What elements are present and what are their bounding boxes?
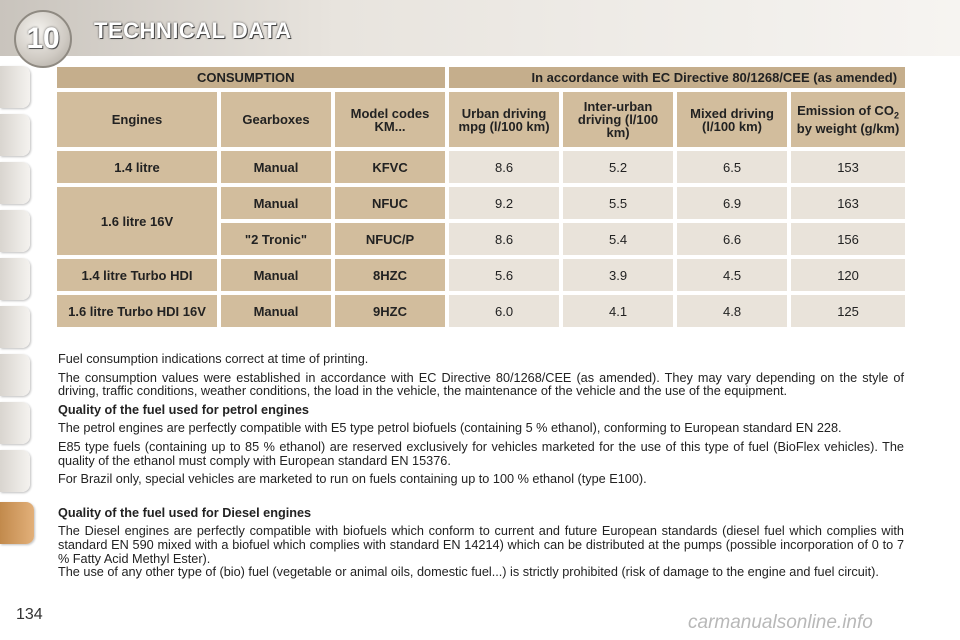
chapter-title: TECHNICAL DATA <box>94 18 292 43</box>
cell-inter-urban: 5.5 <box>563 187 673 219</box>
paragraph: E85 type fuels (containing up to 85 % ethanol) are reserved exclusively for vehicles marketed for the use of this type of fuel (BioFlex vehicles). The quality of the ethanol must comply with European standard EN 15376. <box>58 439 904 468</box>
cell-mixed: 4.5 <box>677 259 787 291</box>
chapter-tab[interactable] <box>0 306 30 348</box>
cell-urban: 5.6 <box>449 259 559 291</box>
table-title-row <box>57 67 905 88</box>
paragraph: The use of any other type of (bio) fuel (vegetable or animal oils, domestic fuel...) is strictly prohibited (risk of damage to the engine and fuel circuit). <box>58 565 879 580</box>
col-engines: Engines <box>57 92 217 147</box>
cell-code: NFUC <box>335 187 445 219</box>
cell-engine: 1.4 litre <box>57 151 217 183</box>
chapter-number-badge: 10 <box>14 10 72 68</box>
chapter-header <box>0 0 960 56</box>
table-row <box>57 187 905 219</box>
cell-inter-urban: 4.1 <box>563 295 673 327</box>
col-emission-pre: Emission of CO <box>797 102 894 118</box>
col-mixed: Mixed driving (l/100 km) <box>677 92 787 147</box>
cell-gearbox: Manual <box>221 151 331 183</box>
cell-code: 9HZC <box>335 295 445 327</box>
cell-gearbox: Manual <box>221 295 331 327</box>
cell-engine: 1.4 litre Turbo HDI <box>57 259 217 291</box>
table-row <box>57 151 905 183</box>
chapter-tab[interactable] <box>0 450 30 492</box>
chapter-tabs <box>0 62 34 582</box>
col-emission <box>791 92 905 147</box>
section-heading: Quality of the fuel used for Diesel engines <box>58 505 312 520</box>
body-text <box>58 353 904 585</box>
cell-gearbox: "2 Tronic" <box>221 223 331 255</box>
paragraph: The Diesel engines are perfectly compatible with biofuels which conform to current and future European standards (diesel fuel which complies with standard EN 590 mixed with a biofuel which complies with standard EN 14214) which can be distributed at the pumps (possible incorporation of 0 to 7 % Fatty Acid Methyl Ester). <box>58 524 904 566</box>
chapter-tab[interactable] <box>0 66 30 108</box>
cell-inter-urban: 5.2 <box>563 151 673 183</box>
cell-co2: 163 <box>791 187 905 219</box>
cell-code: NFUC/P <box>335 223 445 255</box>
table-title: CONSUMPTION <box>57 67 445 88</box>
cell-mixed: 6.9 <box>677 187 787 219</box>
col-emission-post: by weight (g/km) <box>796 121 900 137</box>
cell-urban: 9.2 <box>449 187 559 219</box>
cell-gearbox: Manual <box>221 187 331 219</box>
chapter-tab[interactable] <box>0 162 30 204</box>
cell-gearbox: Manual <box>221 259 331 291</box>
cell-co2: 153 <box>791 151 905 183</box>
cell-inter-urban: 3.9 <box>563 259 673 291</box>
table-header-row <box>57 92 905 147</box>
chapter-tab[interactable] <box>0 258 30 300</box>
chapter-tab[interactable] <box>0 114 30 156</box>
page-number: 134 <box>16 606 43 623</box>
chapter-tab[interactable] <box>0 210 30 252</box>
cell-urban: 8.6 <box>449 151 559 183</box>
cell-co2: 125 <box>791 295 905 327</box>
consumption-table <box>53 63 909 331</box>
chapter-tab-active[interactable] <box>0 502 34 544</box>
chapter-tab[interactable] <box>0 402 30 444</box>
cell-mixed: 4.8 <box>677 295 787 327</box>
cell-mixed: 6.6 <box>677 223 787 255</box>
paragraph: For Brazil only, special vehicles are marketed to run on fuels containing up to 100 % ethanol (type E100). <box>58 472 647 487</box>
table-row <box>57 259 905 291</box>
chapter-tab[interactable] <box>0 354 30 396</box>
col-gearboxes: Gearboxes <box>221 92 331 147</box>
col-model-codes: Model codes KM... <box>335 92 445 147</box>
cell-inter-urban: 5.4 <box>563 223 673 255</box>
paragraph: The consumption values were established in accordance with EC Directive 80/1268/CEE (as amended). They may vary depending on the style of driving, traffic conditions, weather conditions, the load in the vehicle, the maintenance of the vehicle and the use of the equipment. <box>58 370 904 399</box>
watermark: carmanualsonline.info <box>688 612 873 633</box>
col-urban: Urban driving mpg (l/100 km) <box>449 92 559 147</box>
cell-engine: 1.6 litre 16V <box>57 187 217 255</box>
cell-urban: 8.6 <box>449 223 559 255</box>
col-emission-sub: 2 <box>893 110 899 121</box>
cell-co2: 120 <box>791 259 905 291</box>
cell-urban: 6.0 <box>449 295 559 327</box>
section-heading: Quality of the fuel used for petrol engines <box>58 402 309 417</box>
cell-code: KFVC <box>335 151 445 183</box>
table-directive: In accordance with EC Directive 80/1268/CEE (as amended) <box>449 67 905 88</box>
cell-mixed: 6.5 <box>677 151 787 183</box>
paragraph: Fuel consumption indications correct at time of printing. <box>58 352 369 366</box>
cell-co2: 156 <box>791 223 905 255</box>
cell-code: 8HZC <box>335 259 445 291</box>
paragraph: The petrol engines are perfectly compatible with E5 type petrol biofuels (containing 5 % ethanol), conforming to European standard EN 228. <box>58 421 842 436</box>
cell-engine: 1.6 litre Turbo HDI 16V <box>57 295 217 327</box>
col-inter-urban: Inter-urban driving (l/100 km) <box>563 92 673 147</box>
table-row <box>57 295 905 327</box>
spacer <box>58 492 904 507</box>
